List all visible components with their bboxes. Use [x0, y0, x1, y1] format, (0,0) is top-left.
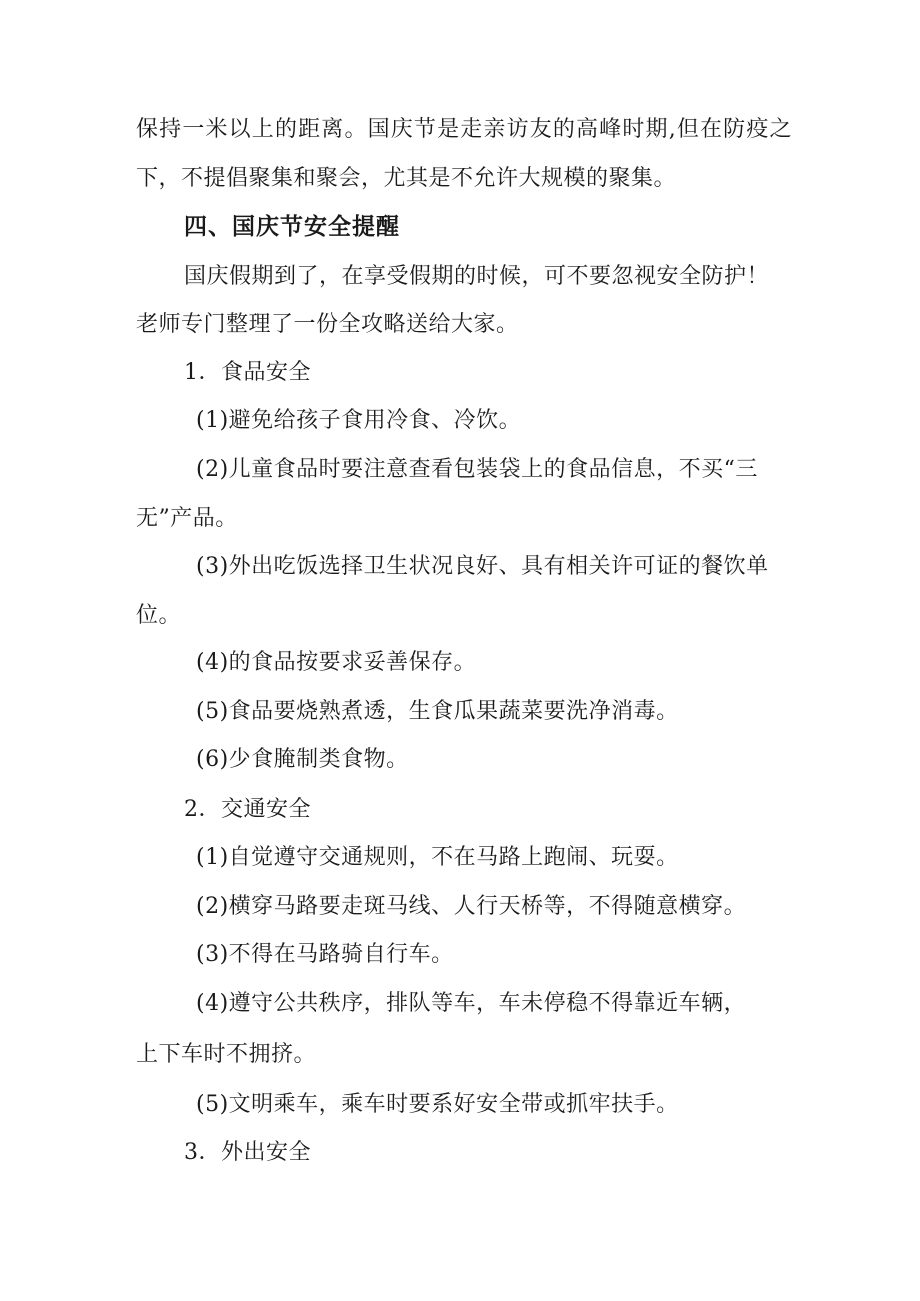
food-safety-item-1: (1)避免给孩子食用冷食、冷饮。 — [196, 408, 522, 433]
intro-paragraph-line-2: 下，不提倡聚集和聚会，尤其是不允许大规模的聚集。 — [136, 166, 677, 191]
food-safety-item-6: (6)少食腌制类食物。 — [196, 747, 409, 772]
food-safety-item-2-line-2: 无”产品。 — [136, 506, 238, 531]
traffic-safety-item-2: (2)横穿马路要走斑马线、人行天桥等，不得随意横穿。 — [196, 894, 747, 919]
food-safety-item-5: (5)食品要烧熟煮透，生食瓜果蔬菜要洗净消毒。 — [196, 699, 679, 724]
intro-paragraph-line-1: 保持一米以上的距离。国庆节是走亲访友的高峰时期,但在防疫之 — [136, 117, 792, 142]
outing-safety-title: 3．外出安全 — [184, 1140, 311, 1165]
traffic-safety-item-3: (3)不得在马路骑自行车。 — [196, 942, 454, 967]
traffic-safety-title: 2．交通安全 — [184, 797, 311, 822]
food-safety-item-3-line-1: (3)外出吃饭选择卫生状况良好、具有相关许可证的餐饮单 — [196, 554, 769, 579]
food-safety-item-3-line-2: 位。 — [136, 603, 182, 628]
food-safety-title: 1．食品安全 — [184, 360, 311, 385]
food-safety-item-4: (4)的食品按要求妥善保存。 — [196, 650, 477, 675]
section-heading: 四、国庆节安全提醒 — [184, 214, 400, 240]
traffic-safety-item-1: (1)自觉遵守交通规则，不在马路上跑闹、玩耍。 — [196, 845, 679, 870]
section-intro-line-2: 老师专门整理了一份全攻略送给大家。 — [136, 312, 519, 337]
food-safety-item-2-line-1: (2)儿童食品时要注意查看包装袋上的食品信息，不买“三 — [196, 457, 758, 482]
traffic-safety-item-4-line-1: (4)遵守公共秩序，排队等车，车未停稳不得靠近车辆， — [196, 991, 747, 1016]
traffic-safety-item-4-line-2: 上下车时不拥挤。 — [136, 1042, 317, 1067]
traffic-safety-item-5: (5)文明乘车，乘车时要系好安全带或抓牢扶手。 — [196, 1092, 679, 1117]
section-intro-line-1: 国庆假期到了，在享受假期的时候，可不要忽视安全防护！ — [184, 264, 770, 289]
